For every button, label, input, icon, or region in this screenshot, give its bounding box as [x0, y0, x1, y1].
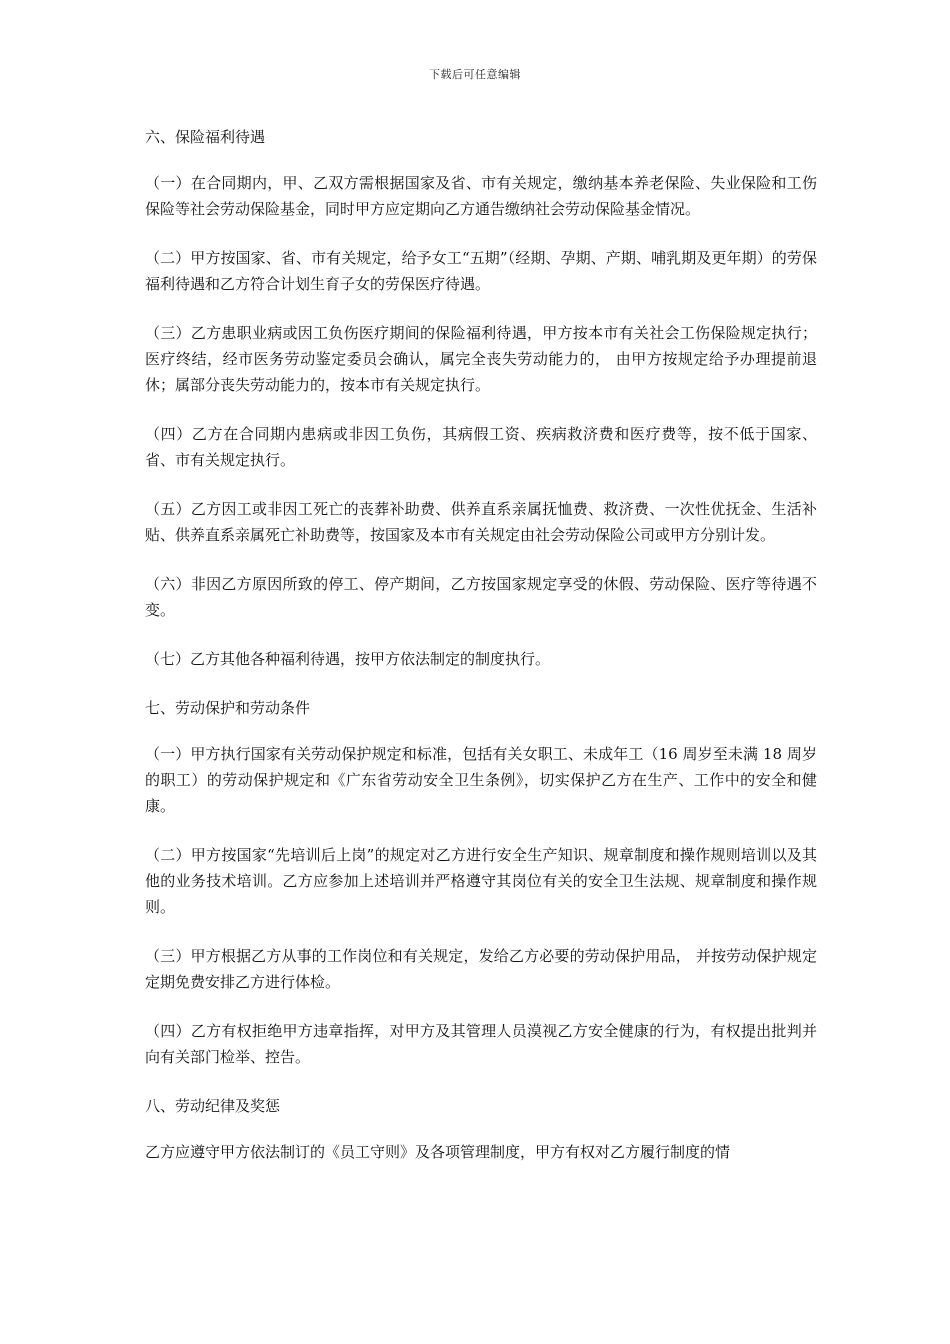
- paragraph: （三）甲方根据乙方从事的工作岗位和有关规定，发给乙方必要的劳动保护用品， 并按劳动保护规定定期免费安排乙方进行体检。: [145, 947, 817, 991]
- paragraph: （一）在合同期内，甲、乙双方需根据国家及省、市有关规定，缴纳基本养老保险、失业保险和工伤保险等社会劳动保险基金，同时甲方应定期向乙方通告缴纳社会劳动保险基金情况。: [145, 174, 817, 218]
- section-heading-eight: 八、劳动纪律及奖惩: [145, 1097, 281, 1115]
- page-header-note: 下载后可任意编辑: [429, 68, 521, 81]
- paragraph: 乙方应遵守甲方依法制订的《员工守则》及各项管理制度，甲方有权对乙方履行制度的情: [145, 1143, 731, 1161]
- section-heading-seven: 七、劳动保护和劳动条件: [145, 699, 311, 717]
- document-body: [145, 124, 817, 1188]
- paragraph: （六）非因乙方原因所致的停工、停产期间，乙方按国家规定享受的休假、劳动保险、医疗等待遇不变。: [145, 575, 817, 619]
- paragraph: （五）乙方因工或非因工死亡的丧葬补助费、供养直系亲属抚恤费、救济费、一次性优抚金、生活补贴、供养直系亲属死亡补助费等，按国家及本市有关规定由社会劳动保险公司或甲方分别计发。: [145, 500, 817, 544]
- paragraph: （四）乙方有权拒绝甲方违章指挥，对甲方及其管理人员漠视乙方安全健康的行为，有权提出批判并向有关部门检举、控告。: [145, 1022, 817, 1066]
- paragraph: （二）甲方按国家“先培训后上岗”的规定对乙方进行安全生产知识、规章制度和操作规则培训以及其他的业务技术培训。乙方应参加上述培训并严格遵守其岗位有关的安全卫生法规、规章制度和操作规则。: [145, 846, 817, 916]
- paragraph: （四）乙方在合同期内患病或非因工负伤，其病假工资、疾病救济费和医疗费等，按不低于国家、省、市有关规定执行。: [145, 425, 817, 469]
- paragraph: （七）乙方其他各种福利待遇，按甲方依法制定的制度执行。: [145, 650, 551, 668]
- section-heading-six: 六、保险福利待遇: [145, 128, 266, 146]
- paragraph: （一）甲方执行国家有关劳动保护规定和标准，包括有关女职工、未成年工（16 周岁至未满 18 周岁的职工）的劳动保护规定和《广东省劳动安全卫生条例》，切实保护乙方在生产、工作中的安全和健康。: [145, 745, 817, 815]
- paragraph: （二）甲方按国家、省、市有关规定，给予女工“五期”（经期、孕期、产期、哺乳期及更年期）的劳保福利待遇和乙方符合计划生育子女的劳保医疗待遇。: [145, 249, 817, 293]
- paragraph: （三）乙方患职业病或因工负伤医疗期间的保险福利待遇，甲方按本市有关社会工伤保险规定执行；医疗终结，经市医务劳动鉴定委员会确认，属完全丧失劳动能力的， 由甲方按规定给予办理提前退休；属部分丧失劳动能力的，按本市有关规定执行。: [145, 324, 817, 394]
